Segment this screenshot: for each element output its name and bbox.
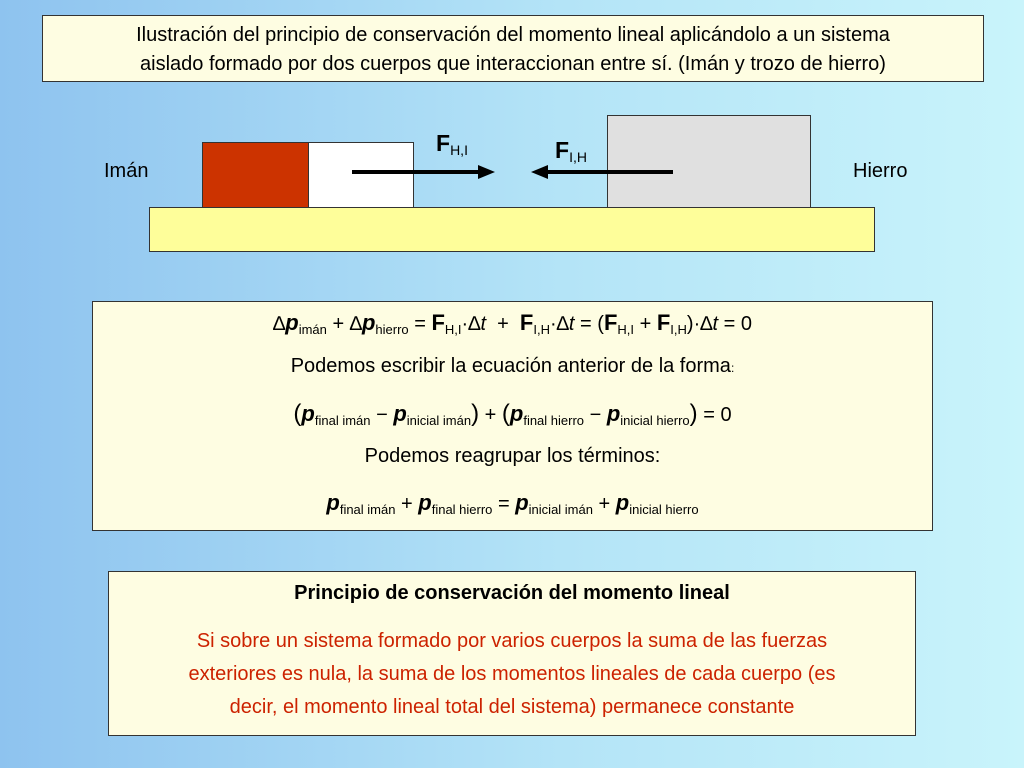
principle-line-1: Si sobre un sistema formado por varios cuerpos la suma de las fuerzas — [196, 630, 828, 652]
equations-box — [92, 301, 933, 531]
force-label-ih: $F_{I,H}$ — [555, 137, 587, 165]
principle-line-2: exteriores es nula, la suma de los momentos lineales de cada cuerpo (es — [188, 663, 836, 685]
principle-box — [108, 571, 916, 736]
principle-line-3: decir, el momento lineal total del sistema) permanece constante — [229, 696, 795, 718]
title-box — [42, 15, 984, 82]
magnet-red-pole — [202, 142, 309, 208]
equation-text-2: Podemos reagrupar los términos: — [364, 445, 661, 467]
equation-impulse: $\Delta p_{imán} + \Delta p_{hierro} = F_{H,I}\cdot\Delta t + F_{I,H}\cdot\Delta t = (F_{H,I} + F_{I,H})\cdot\Delta t = 0$ — [273, 310, 752, 337]
equation-conservation: $p_{final imán} + p_{final hierro} = p_{inicial imán} + p_{inicial hierro}$ — [326, 490, 699, 517]
title-line-2: aislado formado por dos cuerpos que interaccionan entre sí. (Imán y trozo de hierro) — [140, 53, 886, 75]
equation-momentum-difference: $(p_{final imán} - p_{inicial imán}) + (p_{final hierro} - p_{inicial hierro}) = 0$ — [293, 400, 732, 428]
force-label-hi: $F_{H,I}$ — [436, 130, 468, 158]
force-arrow-left-icon — [530, 160, 673, 184]
principle-body — [109, 625, 915, 724]
equation-text-1: Podemos escribir la ecuación anterior de la forma: — [290, 355, 735, 377]
principle-title: Principio de conservación del momento lineal — [294, 582, 730, 604]
force-arrow-right-icon — [352, 160, 497, 184]
iron-label: Hierro — [853, 160, 908, 182]
magnet-label: Imán — [104, 160, 149, 182]
title-line-1: Ilustración del principio de conservación del momento lineal aplicándolo a un sistema — [136, 24, 890, 46]
table-surface — [149, 207, 875, 252]
